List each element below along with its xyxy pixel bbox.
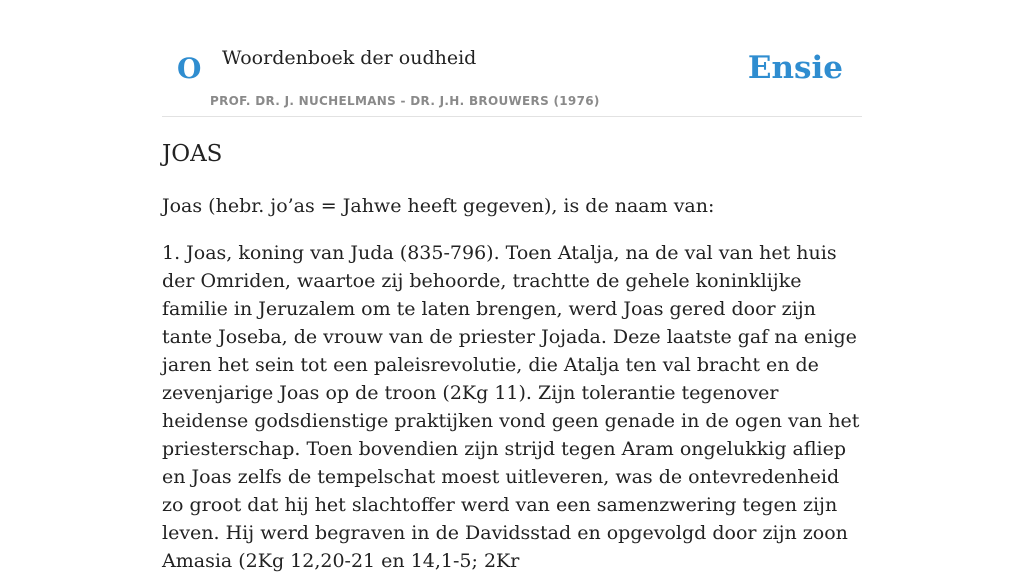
book-authors: PROF. DR. J. NUCHELMANS - DR. J.H. BROUWERS (1976) [210,94,600,108]
brand-logo[interactable]: Ensie [747,50,843,86]
entry-intro: Joas (hebr. jo’as = Jahwe heeft gegeven), is de naam van: [162,195,715,217]
entry-paragraph: 1. Joas, koning van Juda (835-796). Toen Atalja, na de val van het huis der Omriden, waartoe zij behoorde, trachtte de gehele koninklijke familie in Jeruzalem om te laten brengen, werd Joas gered door zijn tante Joseba, de vrouw van de priester Jojada. Deze laatste gaf na enige jaren het sein tot een paleisrevolutie, die Atalja ten val bracht en de zevenjarige Joas op de troon (2Kg 11). Zijn tolerantie tegenover heidense godsdienstige praktijken vond geen genade in de ogen van het priesterschap. Toen bovendien zijn strijd tegen Aram ongelukkig afliep en Joas zelfs de tempelschat moest uitleveren, was de ontevredenheid zo groot dat hij het slachtoffer werd van een samenzwering tegen zijn leven. Hij werd begraven in de Davidsstad en opgevolgd door zijn zoon Amasia (2Kg 12,20-21 en 14,1-5; 2Kr [162,242,860,572]
letter-index[interactable]: O [177,52,202,85]
page [162,0,862,572]
book-title[interactable]: Woordenboek der oudheid [222,47,477,69]
header [162,0,862,117]
entry-title: JOAS [162,141,223,167]
